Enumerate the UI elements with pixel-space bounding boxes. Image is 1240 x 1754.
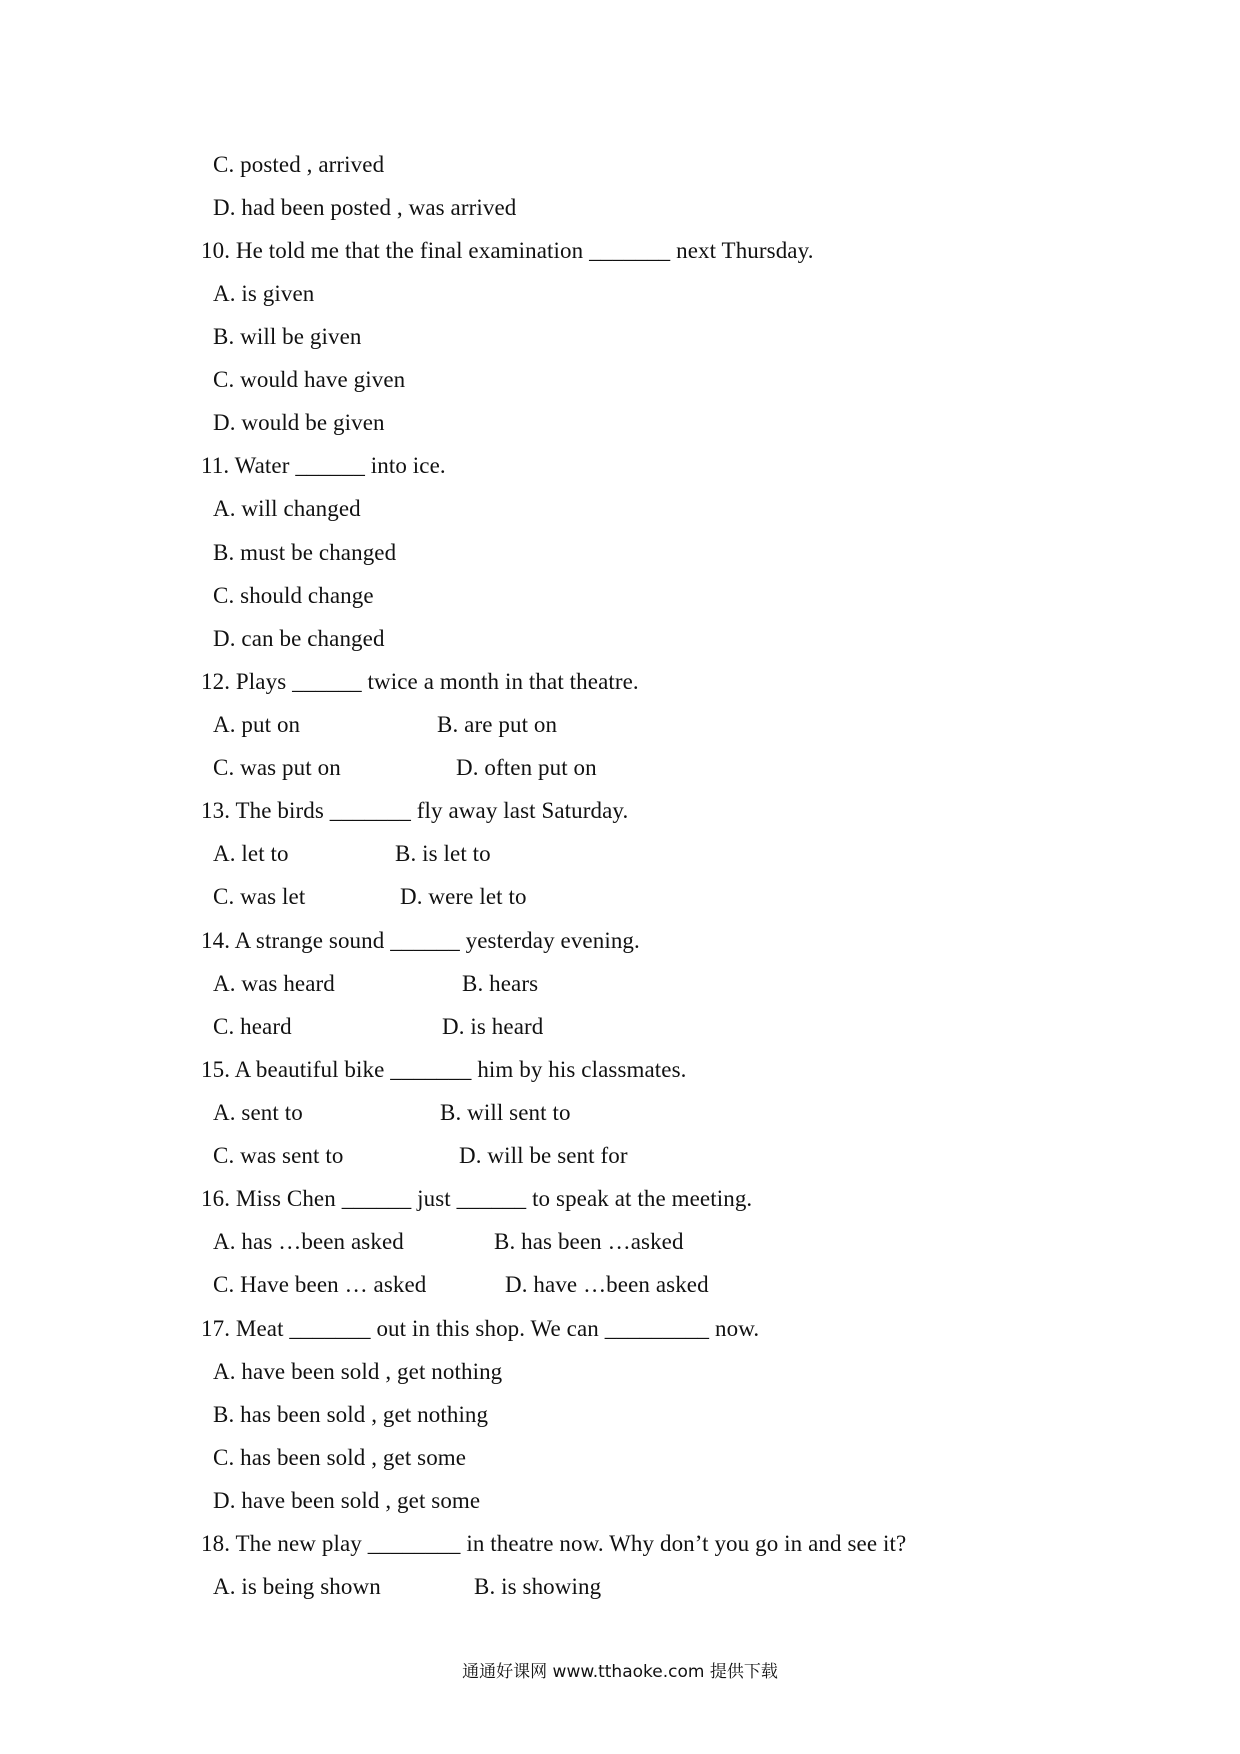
option-line: C. Have been … asked bbox=[213, 1272, 427, 1297]
option-line: A. put on bbox=[213, 712, 301, 737]
option-line: B. will sent to bbox=[440, 1100, 571, 1125]
option-line: C. heard bbox=[213, 1014, 292, 1039]
option-line: A. has …been asked bbox=[213, 1229, 404, 1254]
option-line: D. had been posted , was arrived bbox=[213, 195, 517, 220]
option-line: A. will changed bbox=[213, 496, 361, 521]
option-line: B. has been …asked bbox=[494, 1229, 684, 1254]
option-line: A. is being shown bbox=[213, 1574, 381, 1599]
option-line: C. posted , arrived bbox=[213, 152, 385, 177]
option-line: A. is given bbox=[213, 281, 315, 306]
option-line: C. has been sold , get some bbox=[213, 1445, 467, 1470]
option-line: B. has been sold , get nothing bbox=[213, 1402, 489, 1427]
question-line: 11. Water ______ into ice. bbox=[201, 453, 446, 478]
option-line: D. were let to bbox=[400, 884, 527, 909]
option-line: C. would have given bbox=[213, 367, 406, 392]
option-line: B. hears bbox=[462, 971, 539, 996]
question-line: 10. He told me that the final examination _______ next Thursday. bbox=[201, 238, 814, 263]
option-line: B. will be given bbox=[213, 324, 362, 349]
question-line: 15. A beautiful bike _______ him by his classmates. bbox=[201, 1057, 687, 1082]
option-line: C. was put on bbox=[213, 755, 341, 780]
option-line: B. is let to bbox=[395, 841, 491, 866]
page-footer: 通通好课网 www.tthaoke.com 提供下载 bbox=[462, 1662, 778, 1682]
option-line: D. would be given bbox=[213, 410, 385, 435]
question-line: 18. The new play ________ in theatre now. Why don’t you go in and see it? bbox=[201, 1531, 907, 1556]
option-line: B. are put on bbox=[437, 712, 558, 737]
question-line: 13. The birds _______ fly away last Saturday. bbox=[201, 798, 629, 823]
question-line: 12. Plays ______ twice a month in that theatre. bbox=[201, 669, 639, 694]
question-line: 14. A strange sound ______ yesterday evening. bbox=[201, 928, 640, 953]
option-line: B. must be changed bbox=[213, 540, 397, 565]
option-line: B. is showing bbox=[474, 1574, 602, 1599]
option-line: D. have …been asked bbox=[505, 1272, 709, 1297]
option-line: A. was heard bbox=[213, 971, 335, 996]
option-line: C. should change bbox=[213, 583, 374, 608]
option-line: C. was sent to bbox=[213, 1143, 344, 1168]
option-line: D. can be changed bbox=[213, 626, 385, 651]
option-line: D. have been sold , get some bbox=[213, 1488, 481, 1513]
option-line: D. often put on bbox=[456, 755, 597, 780]
question-line: 16. Miss Chen ______ just ______ to speak at the meeting. bbox=[201, 1186, 753, 1211]
option-line: A. let to bbox=[213, 841, 289, 866]
question-line: 17. Meat _______ out in this shop. We can _________ now. bbox=[201, 1316, 760, 1341]
option-line: D. will be sent for bbox=[459, 1143, 628, 1168]
option-line: D. is heard bbox=[442, 1014, 544, 1039]
option-line: C. was let bbox=[213, 884, 306, 909]
option-line: A. sent to bbox=[213, 1100, 303, 1125]
option-line: A. have been sold , get nothing bbox=[213, 1359, 503, 1384]
